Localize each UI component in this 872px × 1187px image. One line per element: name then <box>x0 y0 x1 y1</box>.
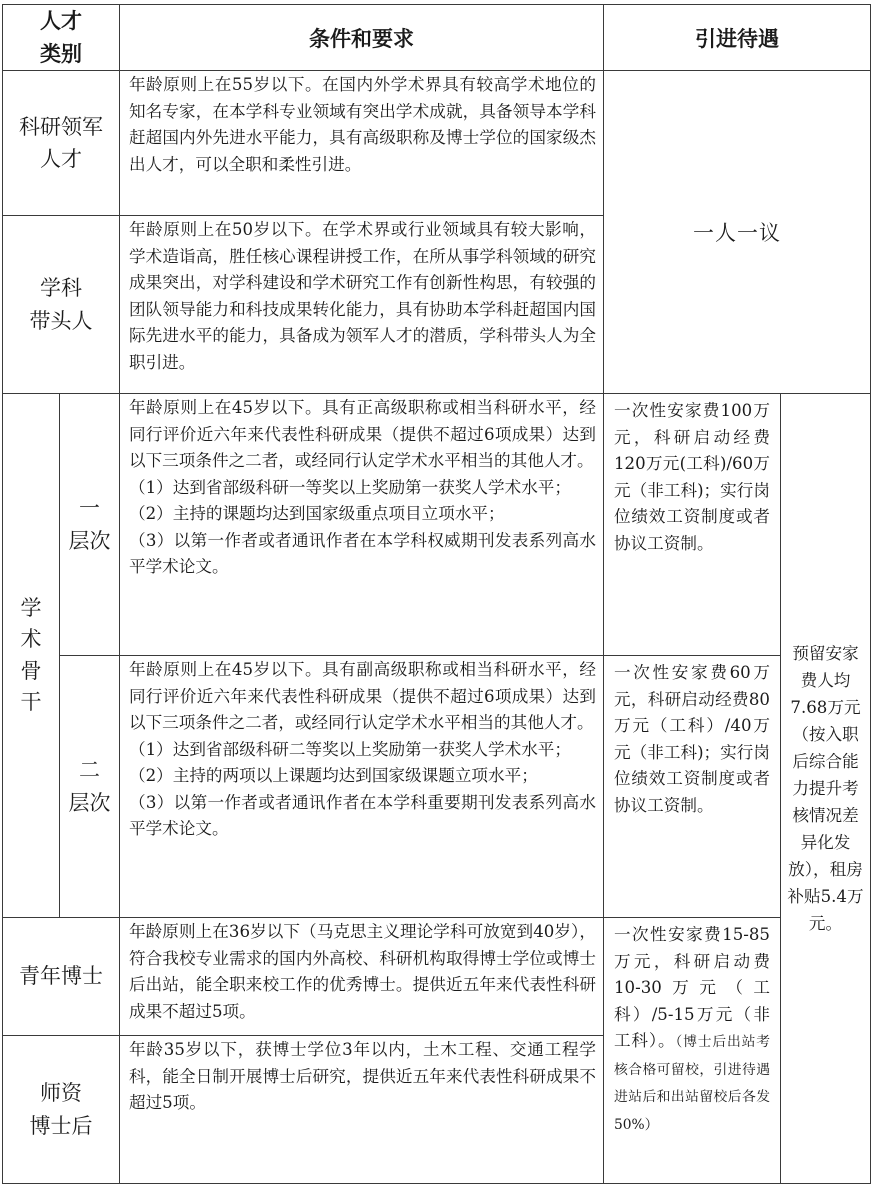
level2-treatment: 一次性安家费60万元，科研启动经费80万元（工科）/40万元（非工科)；实行岗位绩效工资制度或者协议工资制。 <box>604 656 781 918</box>
backbone-char: 学 <box>20 595 42 620</box>
level2-req-main: 年龄原则上在45岁以下。具有副高级职称或相当科研水平，经同行评价近六年来代表性科研成果（提供不超过6项成果）达到以下三项条件之二者，或经同行认定学术水平相当的其他人才。 <box>129 660 596 733</box>
level1-name-line2: 层次 <box>68 528 111 553</box>
level1-req-2: （2）主持的课题均达到国家级重点项目立项水平； <box>129 504 505 524</box>
head-name-line1: 学科 <box>40 276 82 301</box>
shared-treatment: 一人一议 <box>604 71 871 394</box>
level1-requirement <box>120 394 604 656</box>
level2-requirement <box>120 656 604 918</box>
postdoc-category <box>3 1036 120 1184</box>
leader-requirement: 年龄原则上在55岁以下。在国内外学术界具有较高学术地位的知名专家，在本学科专业领域有突出学术成就，具备领导本学科赶超国内外先进水平能力，具有高级职称及博士学位的国家级杰出人才，可以全职和柔性引进。 <box>120 71 604 216</box>
level2-name-line1: 二 <box>79 758 100 783</box>
backbone-char: 术 <box>20 627 42 652</box>
level2-req-1: （1）达到省部级科研二等奖以上奖励第一获奖人学术水平； <box>129 739 571 759</box>
category-header <box>3 5 120 71</box>
youth-postdoc-treatment-note: （博士后出站考核合格可留校，引进待遇进站后和出站留校后各发50%） <box>614 1034 770 1133</box>
level1-req-main: 年龄原则上在45岁以下。具有正高级职称或相当科研水平，经同行评价近六年来代表性科研成果（提供不超过6项成果）达到以下三项条件之二者，或经同行认定学术水平相当的其他人才。 <box>129 398 596 471</box>
level1-treatment: 一次性安家费100万元，科研启动经费120万元(工科)/60万元（非工科)；实行岗位绩效工资制度或者协议工资制。 <box>604 394 781 656</box>
leader-name-line1: 科研领军 <box>19 114 103 139</box>
head-name-line2: 带头人 <box>29 308 93 333</box>
backbone-char: 干 <box>20 690 42 715</box>
level2-req-2: （2）主持的两项以上课题均达到国家级课题立项水平； <box>129 766 538 786</box>
treatment-header: 引进待遇 <box>604 5 871 71</box>
backbone-category <box>3 394 60 918</box>
level2-category <box>60 656 120 918</box>
level2-name-line2: 层次 <box>68 790 111 815</box>
youth-row <box>3 918 871 1036</box>
talent-table <box>2 4 871 1184</box>
postdoc-requirement: 年龄35岁以下，获博士学位3年以内，土木工程、交通工程学科，能全日制开展博士后研究，提供近五年来代表性科研成果不超过5项。 <box>120 1036 604 1184</box>
header-row <box>3 5 871 71</box>
category-header-line2: 类别 <box>40 40 82 66</box>
youth-requirement: 年龄原则上在36岁以下（马克思主义理论学科可放宽到40岁），符合我校专业需求的国内外高校、科研机构取得博士学位或博士后出站，能全职来校工作的优秀博士。提供近五年来代表性科研成果不超过5项。 <box>120 918 604 1036</box>
level1-name-line1: 一 <box>79 496 100 521</box>
postdoc-name-line1: 师资 <box>40 1081 82 1106</box>
backbone-char: 骨 <box>20 658 42 683</box>
leader-row <box>3 71 871 216</box>
postdoc-name-line2: 博士后 <box>29 1113 93 1138</box>
leader-category <box>3 71 120 216</box>
youth-postdoc-treatment <box>604 918 781 1184</box>
category-header-line1: 人才 <box>40 8 82 33</box>
level1-req-1: （1）达到省部级科研一等奖以上奖励第一获奖人学术水平； <box>129 477 571 497</box>
youth-postdoc-treatment-main: 一次性安家费15-85万元，科研启动费10-30万元（工科）/5-15万元（非工科）。 <box>614 925 770 1051</box>
requirements-header: 条件和要求 <box>120 5 604 71</box>
lower-right-note: 预留安家费人均7.68万元（按入职后综合能力提升考核情况差异化发放），租房补贴5.4万元。 <box>781 394 871 1184</box>
backbone-level1-row <box>3 394 871 656</box>
head-requirement: 年龄原则上在50岁以下。在学术界或行业领域具有较大影响，学术造诣高，胜任核心课程讲授工作，在所从事学科领域的研究成果突出，对学科建设和学术研究工作有创新性构思，有较强的团队领导能力和科技成果转化能力，具有协助本学科赶超国内国际先进水平的能力，具备成为领军人才的潜质，学科带头人为全职引进。 <box>120 216 604 394</box>
backbone-level2-row <box>3 656 871 918</box>
youth-category: 青年博士 <box>3 918 120 1036</box>
level1-category <box>60 394 120 656</box>
level2-req-3: （3）以第一作者或者通讯作者在本学科重要期刊发表系列高水平学术论文。 <box>129 792 596 839</box>
head-category <box>3 216 120 394</box>
level1-req-3: （3）以第一作者或者通讯作者在本学科权威期刊发表系列高水平学术论文。 <box>129 530 596 577</box>
leader-name-line2: 人才 <box>40 147 82 172</box>
